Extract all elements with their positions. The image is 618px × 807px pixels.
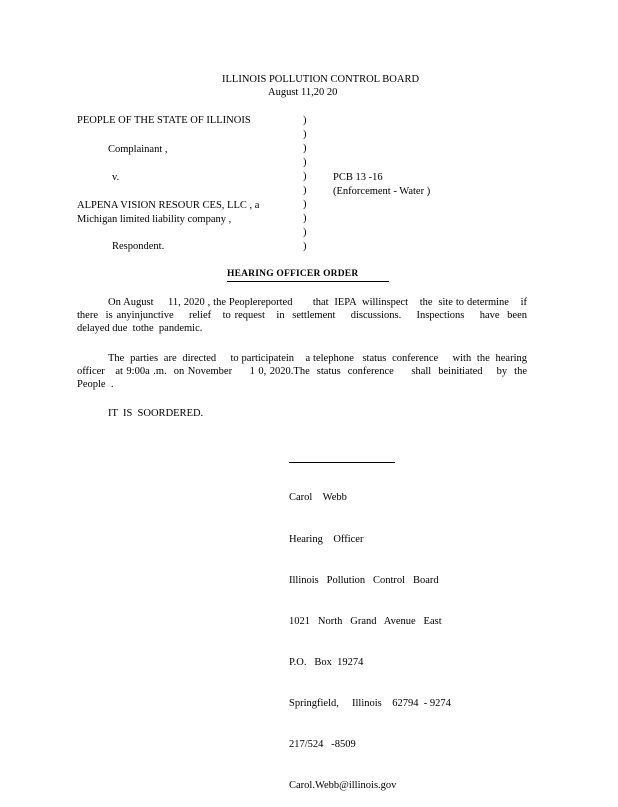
case-number: PCB 13 -16: [333, 172, 383, 183]
complainant-label: Complainant ,: [108, 144, 168, 155]
signer-email: Carol.Webb@illinois.gov: [289, 780, 397, 792]
respondent-name-line2: Michigan limited liability company ,: [77, 214, 232, 225]
respondent-label: Respondent.: [112, 241, 165, 252]
signer-po-box: P.O. Box 19274: [289, 656, 364, 668]
paragraph-conference: The parties are directed to participatein a telephone status conference with the hearing officer at 9:00a .m. on November 1 0, 2020.The status conference shall beinitiated by the People .: [77, 353, 530, 390]
caption-paren: ): [303, 115, 307, 126]
order-title: HEARING OFFICER ORDER: [227, 268, 389, 282]
signature-line: [289, 462, 395, 463]
caption-paren: ): [303, 199, 307, 210]
caption-paren: ): [303, 157, 307, 168]
respondent-name-line1: ALPENA VISION RESOUR CES, LLC , a: [77, 200, 260, 211]
caption-paren: ): [303, 213, 307, 224]
agency-name: ILLINOIS POLLUTION CONTROL BOARD: [222, 74, 420, 85]
caption-paren-column: [303, 114, 307, 254]
signer-title: Hearing Officer: [289, 533, 364, 545]
caption-paren: ): [303, 129, 307, 140]
signer-street: 1021 North Grand Avenue East: [289, 615, 442, 627]
caption-paren: ): [303, 227, 307, 238]
paragraph-so-ordered: IT IS SOORDERED.: [108, 408, 204, 419]
caption-paren: ): [303, 171, 307, 182]
caption-paren: ): [303, 185, 307, 196]
caption-paren: ): [303, 241, 307, 252]
signer-organization: Illinois Pollution Control Board: [289, 574, 439, 586]
signer-name: Carol Webb: [289, 492, 347, 504]
signer-city: Springfield, Illinois 62794 - 9274: [289, 697, 451, 709]
versus-label: v.: [112, 172, 120, 183]
complainant-name: PEOPLE OF THE STATE OF ILLINOIS: [77, 115, 251, 126]
paragraph-status: On August 11, 2020 , the Peoplereported that IEPA willinspect the site to determine if there is anyinjunctive relief to request in settlement discussions. Inspections have been delayed due tothe pandemic.: [77, 297, 533, 334]
case-type: (Enforcement - Water ): [333, 186, 431, 197]
order-date: August 11,20 20: [268, 87, 338, 98]
signer-phone: 217/524 -8509: [289, 739, 356, 751]
caption-paren: ): [303, 143, 307, 154]
signature-block: [289, 464, 451, 807]
